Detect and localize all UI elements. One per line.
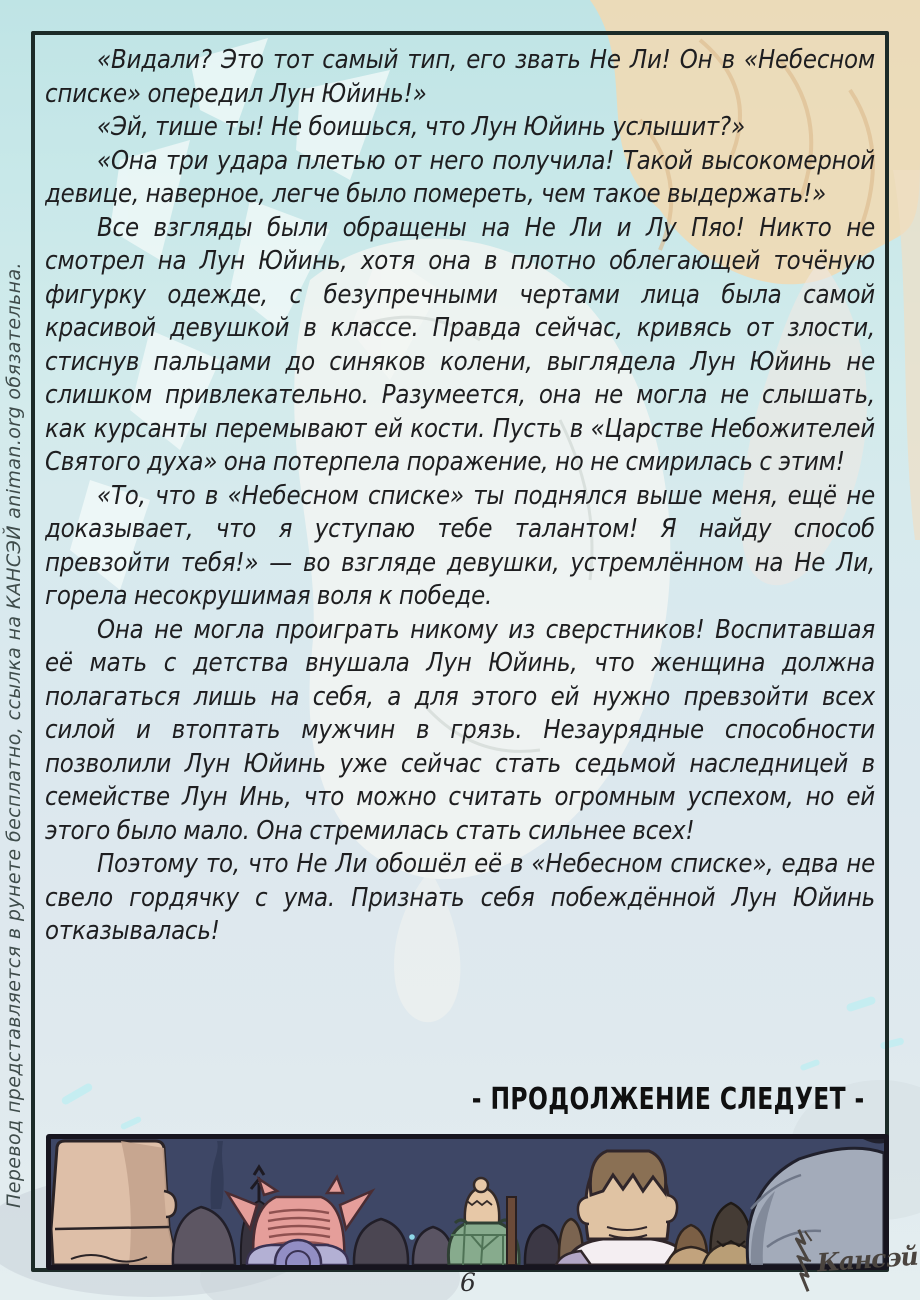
translator-signature xyxy=(789,1218,920,1300)
story-paragraph: Она не могла проиграть никому из сверстников! Воспитавшая её мать с детства внушала Лун Юйинь, что женщина должна полагаться лишь на себя, а для этого ей нужно превзойти всех силой и втоптать мужчин в грязь. Незаурядные способности позволили Лун Юйинь уже сейчас стать седьмой наследницей в семействе Лун Инь, что можно считать огромным успехом, но ей этого было мало. Она стремилась стать сильнее всех! xyxy=(45,614,875,846)
to-be-continued-label: - ПРОДОЛЖЕНИЕ СЛЕДУЕТ - xyxy=(472,1082,865,1117)
story-paragraph: «Эй, тише ты! Не боишься, что Лун Юйинь услышит?» xyxy=(97,112,745,142)
story-paragraph: «Она три удара плетью от него получила! Такой высокомерной девице, наверное, легче было помереть, чем такое выдержать!» xyxy=(45,145,875,209)
story-paragraph: «Видали? Это тот самый тип, его звать Не Ли! Он в «Небесном списке» опередил Лун Юйинь!» xyxy=(45,45,875,109)
comic-panel xyxy=(46,1134,889,1270)
story-paragraph: «То, что в «Небесном списке» ты поднялся выше меня, ещё не доказывает, что я уступаю тебе талантом! Я найду способ превзойти тебя!» — во взгляде девушки, устремлённом на Не Ли, горела несокрушимая воля к победе. xyxy=(45,480,875,611)
page-number: 6 xyxy=(460,1268,476,1297)
story-paragraph: Поэтому то, что Не Ли обошёл её в «Небесном списке», едва не свело гордячку с ума. Признать себя побеждённой Лун Юйинь отказывалась! xyxy=(45,849,875,946)
crowd-blockhead-figure xyxy=(51,1141,177,1265)
story-text xyxy=(45,44,875,1064)
story-paragraph: Все взгляды были обращены на Не Ли и Лу Пяо! Никто не смотрел на Лун Юйинь, хотя она в плотно облегающей точёную фигурку одежде, с безупречными чертами лица была самой красивой девушкой в классе. Правда сейчас, кривясь от злости, стиснув пальцами до синяков колени, выглядела Лун Юйинь не слишком привлекательно. Разумеется, она не могла не слышать, как курсанты перемывают ей кости. Пусть в «Царстве Небожителей Святого духа» она потерпела поражение, но не смирилась с этим! xyxy=(45,212,875,477)
translator-credit-note: Перевод представляется в рунете бесплатно, ссылка на КАНСЭЙ animan.org обязательна. xyxy=(3,262,25,1208)
signature-text: Кансэй xyxy=(816,1241,919,1278)
